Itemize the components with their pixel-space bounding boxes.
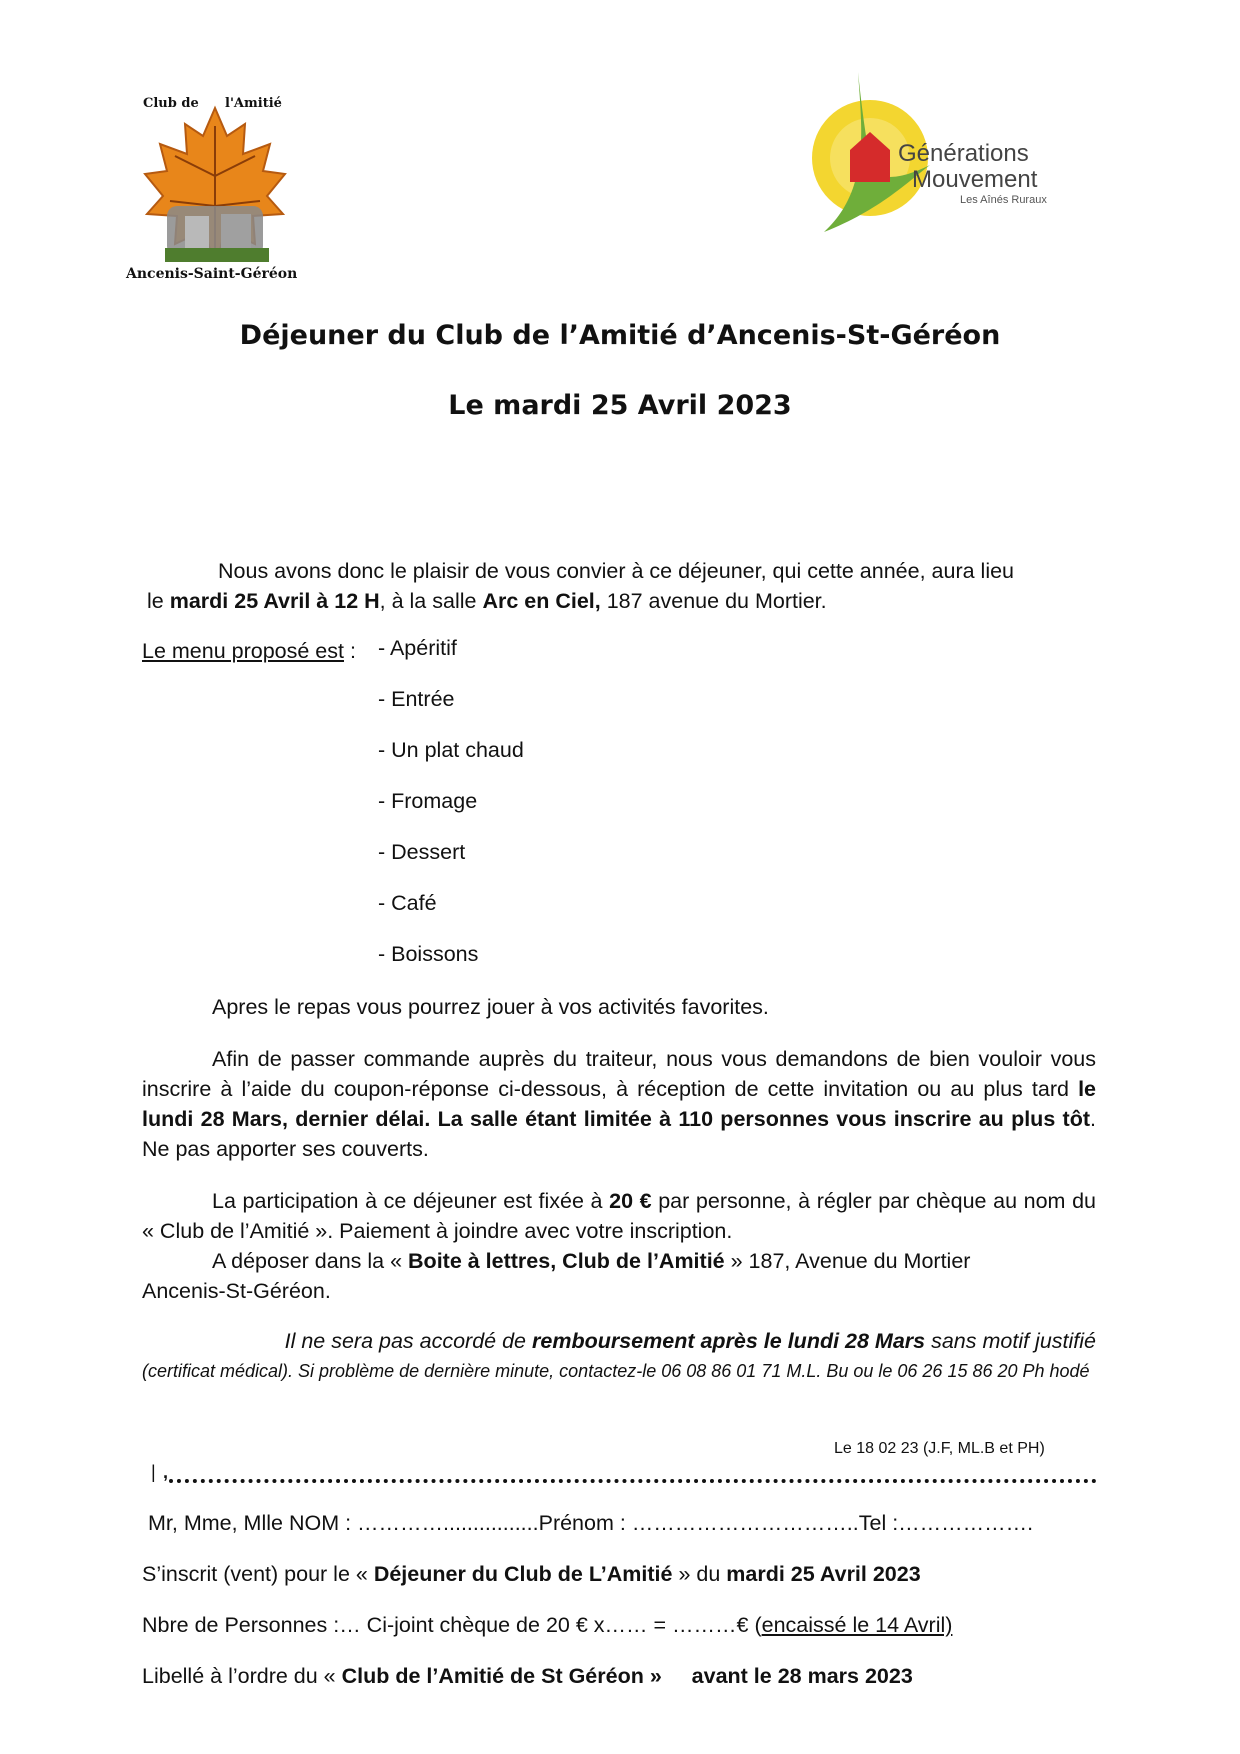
deposit-text-c: » 187, Avenue du Mortier Ancenis-St-Géréon. — [142, 1249, 971, 1303]
coupon-count-line — [142, 1613, 952, 1638]
logo-line2: Mouvement — [912, 166, 1038, 193]
menu-label-row — [142, 636, 356, 666]
menu-item: - Un plat chaud — [378, 738, 524, 762]
payment-price: 20 € — [609, 1189, 652, 1213]
order-text-a: Afin de passer commande auprès du traiteur, nous vous demandons de bien vouloir vous inscrire à l’aide du coupon-réponse ci-dessous, à réception de cette invitation ou au plus tard — [142, 1047, 1096, 1101]
coupon-sub-a: S’inscrit (vent) pour le « — [142, 1562, 374, 1586]
maple-leaf-icon — [125, 96, 305, 286]
club-logo-bottom: Ancenis-Saint-Géréon — [126, 266, 298, 282]
payment-text-c: par personne, à régler par chèque au nom du « Club de l’Amitié ». Paiement à joindre avec votre inscription. — [142, 1189, 1096, 1243]
logo-line3: Les Aînés Ruraux — [960, 194, 1047, 206]
deposit-text-a: A déposer dans la « — [212, 1249, 409, 1273]
intro-line1: Nous avons donc le plaisir de vous convier à ce déjeuner, qui cette année, aura lieu — [218, 559, 1015, 583]
payment-paragraph — [142, 1186, 1096, 1246]
menu-item: - Café — [378, 891, 437, 915]
payment-text-a: La participation à ce déjeuner est fixée à — [212, 1189, 610, 1213]
menu-item: - Entrée — [378, 687, 455, 711]
menu-item: - Fromage — [378, 789, 478, 813]
coupon-event-name: Déjeuner du Club de L’Amitié — [373, 1562, 673, 1586]
logo-line1: Générations — [898, 140, 1029, 167]
intro-address: 187 avenue du Mortier. — [600, 589, 827, 613]
club-logo-top-left: Club de — [143, 96, 199, 111]
coupon-name-line: Mr, Mme, Mlle NOM : …………................Prénom : …………………………..Tel :………………. — [148, 1511, 1034, 1535]
deposit-location: Boite à lettres, Club de l’Amitié — [408, 1249, 725, 1273]
order-text-c: . Ne pas apporter ses couverts. — [142, 1107, 1096, 1161]
intro-le: le — [147, 589, 170, 613]
generations-mouvement-logo — [800, 70, 1080, 240]
after-meal-text: Apres le repas vous pourrez jouer à vos activités favorites. — [212, 995, 769, 1019]
page-title: Déjeuner du Club de l’Amitié d’Ancenis-St-Géréon — [239, 320, 1001, 351]
coupon-cashed-date: encaissé le 14 Avril) — [761, 1613, 953, 1637]
menu-sep: : — [344, 639, 356, 663]
coupon-event-date: mardi 25 Avril 2023 — [726, 1562, 921, 1586]
refund-text-c: sans motif justifié — [925, 1329, 1096, 1353]
cut-comma: , — [163, 1462, 169, 1482]
coupon-sub-c: » du — [672, 1562, 727, 1586]
menu-label: Le menu proposé est — [142, 639, 344, 663]
menu-item: - Dessert — [378, 840, 466, 864]
coupon-lib-a: Libellé à l’ordre du « — [142, 1664, 342, 1688]
coupon-count-text: Nbre de Personnes :… Ci-joint chèque de 20 € x…… = ………€ ( — [142, 1613, 762, 1637]
intro-salle: , à la salle — [379, 589, 483, 613]
menu-item: - Boissons — [378, 942, 479, 966]
deposit-paragraph — [142, 1246, 1042, 1306]
intro-line2 — [147, 586, 827, 616]
menu-item: - Apéritif — [378, 636, 457, 660]
order-paragraph — [142, 1044, 1096, 1164]
club-logo-top-right: l'Amitié — [225, 96, 282, 111]
refund-details: (certificat médical). Si problème de dernière minute, contactez-le 06 08 86 01 71 M.L. Bu ou le 06 26 15 86 20 Ph hodé — [142, 1361, 1090, 1381]
coupon-payee-line — [142, 1664, 913, 1689]
order-deadline: le lundi 28 Mars, dernier délai. La salle étant limitée à 110 personnes vous inscrire au plus tôt — [142, 1077, 1096, 1131]
cut-line — [147, 1462, 1097, 1486]
event-date-title: Le mardi 25 Avril 2023 — [448, 390, 792, 421]
refund-line1 — [142, 1326, 1096, 1356]
cut-mark: | — [151, 1462, 156, 1482]
refund-deadline: remboursement après le lundi 28 Mars — [532, 1329, 926, 1353]
coupon-payee: Club de l’Amitié de St Géréon » — [341, 1664, 662, 1688]
coupon-subscribe-line — [142, 1562, 921, 1587]
intro-date: mardi 25 Avril à 12 H — [169, 589, 380, 613]
date-signature: Le 18 02 23 (J.F, ML.B et PH) — [834, 1440, 1045, 1457]
intro-venue: Arc en Ciel, — [482, 589, 601, 613]
club-logo — [125, 96, 305, 286]
refund-text-a: Il ne sera pas accordé de — [284, 1329, 532, 1353]
coupon-deadline: avant le 28 mars 2023 — [661, 1664, 913, 1688]
